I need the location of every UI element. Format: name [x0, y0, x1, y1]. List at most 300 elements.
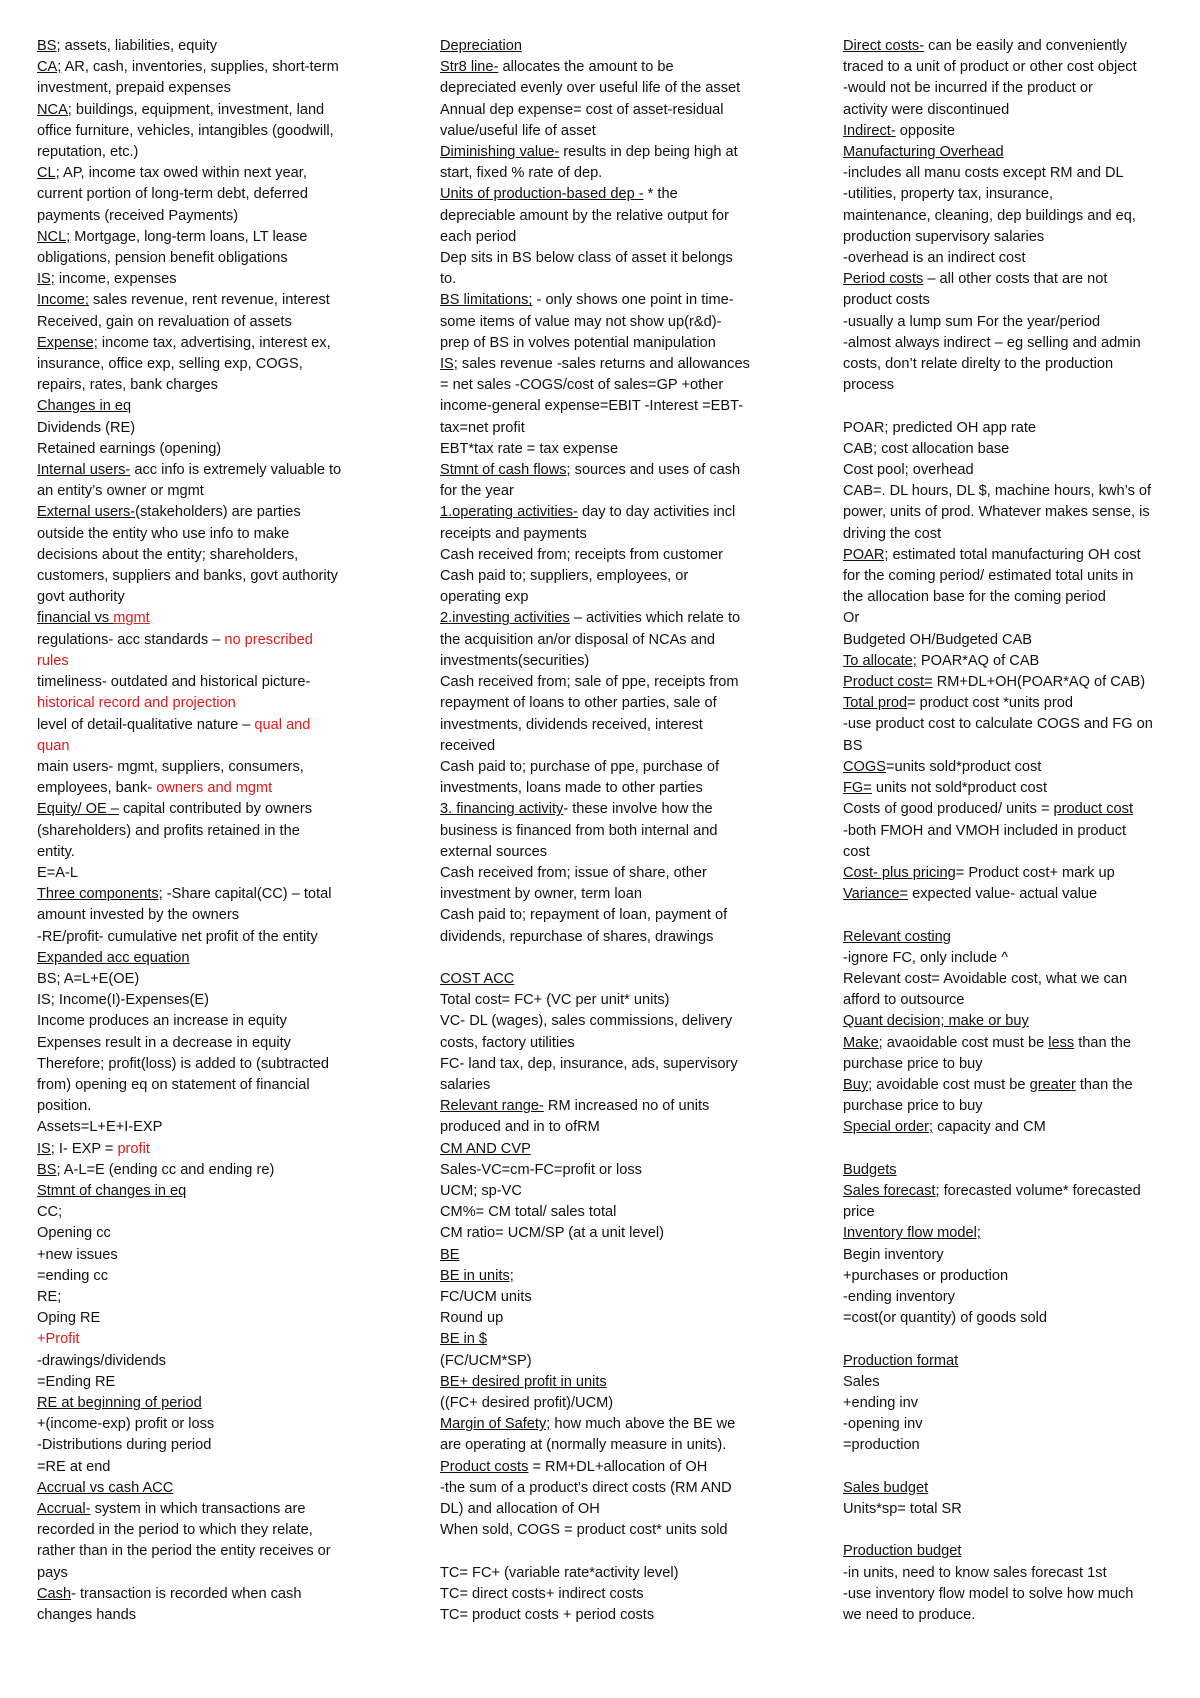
note-line: [37, 312, 382, 333]
note-line: [440, 1605, 785, 1626]
note-text: estimated total manufacturing OH cost: [888, 546, 1141, 563]
note-text: cost: [843, 843, 870, 860]
note-text: CM%= CM total/ sales total: [440, 1204, 617, 1221]
note-text: A-L=E (ending cc and ending re): [60, 1161, 275, 1178]
note-line: [843, 269, 1183, 290]
notes-column-2: [440, 36, 785, 1626]
note-text: BE in $: [440, 1331, 488, 1348]
note-line: [843, 460, 1183, 481]
note-text: rather than in the period the entity receives or: [37, 1543, 331, 1560]
note-text: Cash received from; sale of ppe, receipts from: [440, 674, 739, 691]
note-line: [843, 778, 1183, 799]
note-text: -drawings/dividends: [37, 1352, 166, 1369]
note-line: [37, 121, 382, 142]
note-line: [440, 375, 785, 396]
note-line: [440, 1245, 785, 1266]
note-text: UCM; sp-VC: [440, 1182, 522, 1199]
note-text: = RM+DL+allocation of OH: [528, 1458, 708, 1475]
note-line: [843, 1372, 1183, 1393]
note-line: [37, 439, 382, 460]
note-text: =RE at end: [37, 1458, 111, 1475]
note-line: [843, 905, 1183, 926]
note-text: purchase price to buy: [843, 1098, 983, 1115]
note-line: [843, 969, 1183, 990]
note-text: BS limitations;: [440, 292, 533, 309]
note-line: [843, 418, 1183, 439]
note-text: Cash paid to; repayment of loan, payment of: [440, 907, 728, 924]
note-line: [843, 1245, 1183, 1266]
note-line: [843, 1457, 1183, 1478]
note-line: [440, 354, 785, 375]
note-text: RE;: [37, 1288, 62, 1305]
note-line: [843, 672, 1183, 693]
note-line: [37, 1329, 382, 1350]
note-line: [440, 142, 785, 163]
note-line: [440, 778, 785, 799]
note-text: IS;: [440, 356, 458, 373]
note-line: [37, 290, 382, 311]
note-line: [37, 969, 382, 990]
note-line: [843, 1414, 1183, 1435]
note-text: Cash received from; receipts from customer: [440, 546, 724, 563]
note-line: [440, 905, 785, 926]
note-text: how much above the BE we: [550, 1416, 736, 1433]
note-line: [37, 842, 382, 863]
note-line: [37, 1520, 382, 1541]
note-text: process: [843, 377, 895, 394]
note-line: [843, 375, 1183, 396]
note-text: main users- mgmt, suppliers, consumers,: [37, 758, 304, 775]
note-line: [37, 1202, 382, 1223]
note-line: [843, 799, 1183, 820]
note-text: Income produces an increase in equity: [37, 1013, 287, 1030]
note-text: Internal users-: [37, 462, 131, 479]
note-text: Stmnt of cash flows;: [440, 462, 571, 479]
note-text: investments, dividends received, interest: [440, 716, 703, 733]
note-line: [440, 290, 785, 311]
note-line: [843, 524, 1183, 545]
note-text: RE at beginning of period: [37, 1395, 202, 1411]
note-line: [440, 799, 785, 820]
note-line: [37, 184, 382, 205]
note-text: BS; A=L+E(OE): [37, 970, 140, 987]
note-line: [37, 736, 382, 757]
note-line: [843, 1605, 1183, 1626]
note-line: [843, 1541, 1183, 1562]
note-text: capacity and CM: [933, 1119, 1046, 1136]
note-line: [37, 1075, 382, 1096]
note-text: TC= direct costs+ indirect costs: [440, 1585, 644, 1602]
note-line: [37, 354, 382, 375]
note-text: Manufacturing Overhead: [843, 144, 1004, 161]
note-line: [843, 1139, 1183, 1160]
note-text: DL) and allocation of OH: [440, 1501, 600, 1517]
note-line: [37, 206, 382, 227]
note-text: avoidable cost must be: [872, 1076, 1030, 1093]
note-text: +(income-exp) profit or loss: [37, 1416, 215, 1433]
note-text: Begin inventory: [843, 1246, 944, 1263]
note-line: [440, 1584, 785, 1605]
note-text: BS;: [37, 38, 61, 54]
note-text: = Product cost+ mark up: [955, 864, 1115, 881]
note-text: sales revenue, rent revenue, interest: [88, 292, 330, 309]
note-text: are operating at (normally measure in units).: [440, 1437, 727, 1454]
note-line: [843, 1011, 1183, 1032]
note-line: [843, 502, 1183, 523]
note-line: [440, 587, 785, 608]
note-text: position.: [37, 1098, 92, 1115]
note-line: [440, 396, 785, 417]
note-line: [37, 375, 382, 396]
note-line: [440, 57, 785, 78]
note-line: [843, 736, 1183, 757]
note-text: Sales forecast;: [843, 1182, 940, 1199]
note-text: Quant decision; make or buy: [843, 1013, 1029, 1030]
note-text: 3. financing activity: [440, 801, 564, 818]
note-line: [37, 1351, 382, 1372]
note-line: [37, 1541, 382, 1562]
note-line: [37, 1011, 382, 1032]
note-text: activity were discontinued: [843, 101, 1010, 118]
note-line: [843, 1117, 1183, 1138]
note-line: [440, 630, 785, 651]
note-text: CAB; cost allocation base: [843, 440, 1010, 457]
note-line: [37, 672, 382, 693]
note-text: rules: [37, 652, 69, 669]
note-line: [843, 651, 1183, 672]
note-line: [440, 757, 785, 778]
note-line: [843, 142, 1183, 163]
note-text: income-general expense=EBIT -Interest =EBT-: [440, 398, 744, 415]
note-text: Expense;: [37, 334, 98, 351]
note-text: recorded in the period to which they relate,: [37, 1522, 313, 1539]
note-text: Or: [843, 610, 860, 627]
note-line: [843, 163, 1183, 184]
note-text: +purchases or production: [843, 1267, 1009, 1284]
note-text: -ignore FC, only include ^: [843, 949, 1009, 966]
note-line: [843, 1308, 1183, 1329]
note-line: [37, 100, 382, 121]
note-line: [37, 927, 382, 948]
note-text: tax=net profit: [440, 419, 525, 436]
note-text: Assets=L+E+I-EXP: [37, 1119, 163, 1136]
note-text: FC/UCM units: [440, 1288, 532, 1305]
note-text: CA;: [37, 59, 62, 76]
note-text: -the sum of a product’s direct costs (RM AND: [440, 1479, 732, 1496]
note-line: [440, 1266, 785, 1287]
note-text: investment by owner, term loan: [440, 886, 642, 903]
note-text: amount invested by the owners: [37, 907, 239, 924]
note-text: Inventory flow model;: [843, 1225, 981, 1242]
note-line: [843, 248, 1183, 269]
note-text: greater: [1029, 1076, 1076, 1093]
note-text: office furniture, vehicles, intangibles (goodwill,: [37, 122, 334, 139]
note-text: = net sales -COGS/cost of sales=GP +other: [440, 377, 724, 394]
note-text: POAR;: [843, 546, 889, 563]
note-line: [440, 1520, 785, 1541]
note-line: [37, 990, 382, 1011]
note-text: BE in units;: [440, 1267, 514, 1284]
note-text: (shareholders) and profits retained in the: [37, 822, 300, 839]
note-text: Relevant costing: [843, 928, 951, 945]
note-text: Cash paid to; purchase of ppe, purchase of: [440, 758, 720, 775]
note-line: [843, 439, 1183, 460]
note-text: Sales: [843, 1373, 880, 1390]
note-line: [440, 100, 785, 121]
note-text: received: [440, 737, 496, 754]
note-text: receipts and payments: [440, 525, 587, 542]
note-text: Relevant range-: [440, 1098, 544, 1115]
note-text: allocates the amount to be: [498, 59, 674, 76]
note-text: -Distributions during period: [37, 1437, 212, 1454]
note-line: [37, 502, 382, 523]
note-line: [440, 333, 785, 354]
note-text: insurance, office exp, selling exp, COGS,: [37, 356, 303, 373]
note-text: sales revenue -sales returns and allowances: [457, 356, 750, 373]
note-line: [440, 1033, 785, 1054]
note-text: Margin of Safety;: [440, 1416, 551, 1433]
note-text: purchase price to buy: [843, 1055, 983, 1072]
note-line: [843, 630, 1183, 651]
note-line: [440, 269, 785, 290]
note-text: Budgets: [843, 1161, 897, 1178]
note-text: dividends, repurchase of shares, drawings: [440, 928, 714, 945]
note-text: mgmt: [113, 610, 150, 627]
note-line: [37, 566, 382, 587]
note-text: buildings, equipment, investment, land: [71, 101, 325, 118]
note-text: Equity/ OE –: [37, 801, 119, 818]
note-text: Stmnt of changes in eq: [37, 1182, 187, 1199]
note-line: [440, 1414, 785, 1435]
note-text: traced to a unit of product or other cost object: [843, 59, 1137, 76]
note-text: (FC/UCM*SP): [440, 1352, 532, 1369]
note-text: Direct costs-: [843, 38, 925, 54]
note-text: some items of value may not show up(r&d)-: [440, 313, 722, 330]
note-text: Dep sits in BS below class of asset it belongs: [440, 250, 733, 267]
note-text: units not sold*product cost: [871, 780, 1048, 797]
note-text: -almost always indirect – eg selling and admin: [843, 334, 1141, 351]
note-text: AR, cash, inventories, supplies, short-term: [61, 59, 339, 76]
note-line: [843, 1478, 1183, 1499]
note-line: [37, 1499, 382, 1520]
note-text: CL;: [37, 165, 60, 182]
note-line: [843, 121, 1183, 142]
note-text: level of detail-qualitative nature –: [37, 716, 255, 733]
note-line: [37, 884, 382, 905]
note-text: Production format: [843, 1352, 959, 1369]
note-text: Product costs: [440, 1458, 529, 1475]
note-text: Depreciation: [440, 38, 522, 54]
note-text: Make;: [843, 1034, 883, 1051]
note-text: Income;: [37, 292, 89, 309]
note-line: [843, 78, 1183, 99]
note-text: E=A-L: [37, 864, 78, 881]
note-line: [843, 1033, 1183, 1054]
note-text: Round up: [440, 1310, 504, 1327]
note-line: [843, 184, 1183, 205]
note-text: results in dep being high at: [559, 144, 738, 161]
note-line: [37, 78, 382, 99]
note-line: [440, 1435, 785, 1456]
note-text: Accrual-: [37, 1501, 91, 1518]
note-text: we need to produce.: [843, 1606, 976, 1623]
note-text: Cost- plus pricing: [843, 864, 956, 881]
note-text: Mortgage, long-term loans, LT lease: [70, 228, 308, 245]
note-line: [37, 163, 382, 184]
note-text: historical record and projection: [37, 695, 236, 712]
note-line: [843, 333, 1183, 354]
note-text: Diminishing value-: [440, 144, 560, 161]
note-text: Cash received from; issue of share, other: [440, 864, 707, 881]
note-line: [843, 863, 1183, 884]
note-line: [440, 1329, 785, 1350]
note-line: [843, 1202, 1183, 1223]
note-line: [843, 714, 1183, 735]
note-text: TC= FC+ (variable rate*activity level): [440, 1564, 679, 1581]
note-line: [843, 927, 1183, 948]
note-text: price: [843, 1204, 875, 1221]
note-text: current portion of long-term debt, deferred: [37, 186, 308, 203]
note-line: [843, 1096, 1183, 1117]
note-line: [37, 1563, 382, 1584]
note-line: [843, 990, 1183, 1011]
note-line: [37, 142, 382, 163]
note-line: [37, 778, 382, 799]
note-text: afford to outsource: [843, 992, 965, 1009]
note-line: [440, 312, 785, 333]
note-line: [440, 608, 785, 629]
note-text: CC;: [37, 1204, 63, 1221]
note-text: POAR; predicted OH app rate: [843, 419, 1037, 436]
note-text: investments, loans made to other parties: [440, 780, 703, 797]
note-line: [440, 1181, 785, 1202]
note-line: [440, 1139, 785, 1160]
note-line: [37, 1393, 382, 1414]
note-text: CM AND CVP: [440, 1140, 531, 1157]
note-text: - these involve how the: [563, 801, 713, 818]
note-line: [843, 1054, 1183, 1075]
note-text: = product cost *units prod: [907, 695, 1073, 712]
note-line: [37, 651, 382, 672]
note-line: [440, 1202, 785, 1223]
note-text: Relevant cost= Avoidable cost, what we can: [843, 970, 1128, 987]
note-text: expected value- actual value: [908, 886, 1098, 903]
note-text: ((FC+ desired profit)/UCM): [440, 1394, 614, 1411]
note-text: power, units of prod. Whatever makes sense, is: [843, 504, 1150, 521]
note-text: -utilities, property tax, insurance,: [843, 186, 1054, 203]
note-line: [37, 333, 382, 354]
note-text: CM ratio= UCM/SP (at a unit level): [440, 1225, 664, 1242]
note-text: depreciated evenly over useful life of the asset: [440, 80, 741, 97]
note-line: [37, 1605, 382, 1626]
note-line: [440, 460, 785, 481]
note-line: [440, 842, 785, 863]
note-line: [37, 1414, 382, 1435]
note-line: [440, 1223, 785, 1244]
note-text: NCA;: [37, 101, 72, 118]
note-text: Expanded acc equation: [37, 949, 190, 966]
note-line: [440, 1287, 785, 1308]
note-text: Sales budget: [843, 1479, 929, 1496]
note-line: [37, 1457, 382, 1478]
note-line: [37, 269, 382, 290]
note-line: [37, 1117, 382, 1138]
note-text: than the: [1075, 1076, 1133, 1093]
note-line: [37, 1223, 382, 1244]
note-text: -use product cost to calculate COGS and FG on: [843, 716, 1153, 733]
note-text: no prescribed: [224, 631, 313, 648]
note-line: [440, 1478, 785, 1499]
note-line: [440, 948, 785, 969]
note-text: Cost pool; overhead: [843, 462, 974, 479]
note-text: Three components;: [37, 886, 163, 903]
note-line: [843, 566, 1183, 587]
note-line: [440, 1096, 785, 1117]
note-line: [37, 1584, 382, 1605]
note-text: production supervisory salaries: [843, 228, 1045, 245]
note-text: =cost(or quantity) of goods sold: [843, 1310, 1048, 1327]
note-line: [37, 36, 382, 57]
note-text: 2.investing activities: [440, 610, 570, 627]
note-line: [37, 248, 382, 269]
note-line: [37, 1478, 382, 1499]
note-line: [843, 57, 1183, 78]
note-text: Therefore; profit(loss) is added to (subtracted: [37, 1055, 330, 1072]
note-text: -includes all manu costs except RM and DL: [843, 165, 1124, 182]
note-text: +ending inv: [843, 1394, 919, 1411]
note-text: TC= product costs + period costs: [440, 1607, 655, 1623]
note-text: (stakeholders) are parties: [135, 504, 301, 521]
note-line: [843, 1435, 1183, 1456]
note-line: [843, 757, 1183, 778]
note-line: [37, 460, 382, 481]
note-line: [440, 736, 785, 757]
note-line: [843, 1160, 1183, 1181]
note-line: [440, 248, 785, 269]
notes-column-1: [37, 36, 382, 1626]
note-text: to.: [440, 271, 457, 288]
note-line: [440, 36, 785, 57]
note-text: IS;: [37, 271, 55, 288]
note-text: Production budget: [843, 1543, 962, 1560]
note-text: maintenance, cleaning, dep buildings and eq,: [843, 207, 1136, 224]
note-line: [843, 693, 1183, 714]
note-text: COGS: [843, 758, 886, 775]
note-text: decisions about the entity; shareholders,: [37, 546, 299, 563]
note-line: [37, 715, 382, 736]
note-line: [37, 1245, 382, 1266]
note-text: Total cost= FC+ (VC per unit* units): [440, 992, 670, 1009]
note-line: [440, 184, 785, 205]
note-line: [37, 1139, 382, 1160]
note-text: COST ACC: [440, 970, 515, 987]
note-text: Oping RE: [37, 1310, 101, 1327]
note-text: I- EXP =: [54, 1140, 118, 1157]
note-text: Total prod: [843, 695, 908, 712]
note-text: product cost: [1053, 801, 1134, 818]
note-line: [843, 1266, 1183, 1287]
note-line: [440, 439, 785, 460]
note-line: [37, 1372, 382, 1393]
note-line: [37, 524, 382, 545]
note-text: FG=: [843, 780, 872, 797]
note-text: for the coming period/ estimated total units in: [843, 568, 1134, 585]
note-line: [440, 1308, 785, 1329]
note-line: [440, 566, 785, 587]
note-text: BS;: [37, 1161, 61, 1178]
note-line: [843, 587, 1183, 608]
note-text: +Profit: [37, 1331, 80, 1348]
